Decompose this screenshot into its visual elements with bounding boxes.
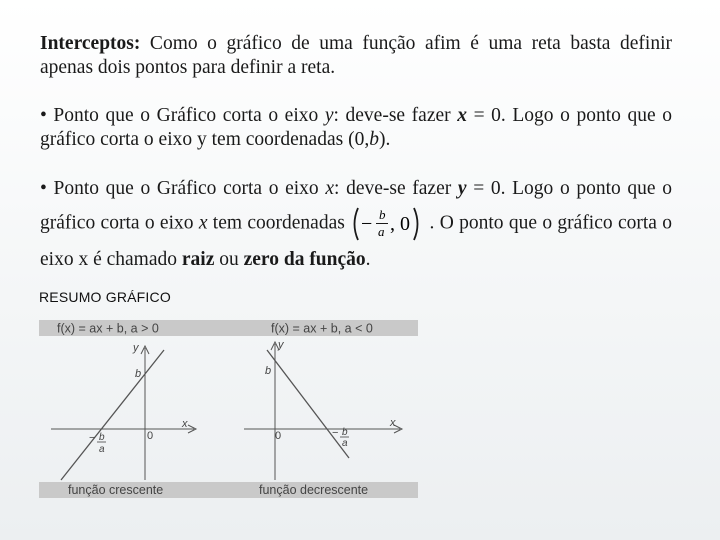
bullet: • xyxy=(40,105,47,126)
left-root-num: b xyxy=(99,432,105,443)
left-y-label: y xyxy=(133,342,139,354)
left-x-label: x xyxy=(182,418,188,430)
left-root-den: a xyxy=(99,444,105,455)
intercepts-label: Interceptos: xyxy=(40,33,141,54)
zero-term: zero da função xyxy=(243,249,366,270)
left-graph-footer: função crescente xyxy=(68,483,164,497)
left-origin-label: 0 xyxy=(147,430,154,442)
y-intercept-text-1: Ponto que o Gráfico corta o eixo xyxy=(46,105,325,126)
x-intercept-text-5: . O ponto que o gráfico corta o eixo x é chamado xyxy=(40,212,673,270)
right-root-den: a xyxy=(342,438,348,449)
right-root-num: b xyxy=(342,427,348,438)
right-graph-header: f(x) = ax + b, a < 0 xyxy=(271,321,373,336)
right-y-label: y xyxy=(278,339,284,351)
eq-var: y xyxy=(457,178,467,199)
bullet: • xyxy=(40,178,47,199)
coord-tail: , 0 xyxy=(390,213,411,235)
section-title: RESUMO GRÁFICO xyxy=(39,289,171,305)
left-graph xyxy=(51,346,196,480)
left-function-line xyxy=(61,350,164,480)
right-b-label: b xyxy=(265,365,272,377)
left-b-label: b xyxy=(135,368,142,380)
coord-denominator: a xyxy=(378,224,385,239)
x-intercept-paragraph xyxy=(40,173,672,275)
right-graph-footer: função decrescente xyxy=(259,483,369,497)
right-root-sign: − xyxy=(332,427,339,439)
y-intercept-paragraph xyxy=(40,104,672,152)
x-intercept-text-4: tem coordenadas xyxy=(207,212,351,234)
x-intercept-text-2: : deve-se fazer xyxy=(334,178,458,199)
axis-var-2: x xyxy=(198,212,208,234)
root-coordinate-formula xyxy=(350,204,424,244)
left-graph-header: f(x) = ax + b, a > 0 xyxy=(57,321,159,336)
eq-var: x xyxy=(457,105,467,126)
x-intercept-text-7: . xyxy=(365,249,371,270)
right-origin-label: 0 xyxy=(275,430,282,442)
axis-var: y xyxy=(324,105,334,126)
y-intercept-text-3: = 0. Logo o ponto que o gráfico corta o eixo y tem coordenadas (0, xyxy=(40,105,673,150)
x-intercept-text-1: Ponto que o Gráfico corta o eixo xyxy=(46,178,326,199)
intercepts-text: Como o gráfico de uma função afim é uma reta basta definir apenas dois pontos para definir a reta. xyxy=(40,33,672,78)
axis-var: x xyxy=(325,178,334,199)
x-intercept-text-3: = 0. Logo o ponto que o gráfico corta o eixo xyxy=(40,178,672,234)
intercepts-paragraph xyxy=(40,32,672,80)
graph-summary-figure xyxy=(39,320,418,498)
coord-numerator: b xyxy=(379,207,386,222)
right-x-label: x xyxy=(390,417,396,429)
root-term: raiz xyxy=(181,249,215,270)
coord-minus: − xyxy=(361,213,373,235)
left-root-sign: − xyxy=(89,432,96,444)
right-graph xyxy=(244,342,402,480)
y-intercept-text-4: ). xyxy=(378,129,391,150)
y-intercept-text-2: : deve-se fazer xyxy=(333,105,458,126)
x-intercept-text-6: ou xyxy=(214,249,244,270)
coord-var: b xyxy=(369,129,379,150)
